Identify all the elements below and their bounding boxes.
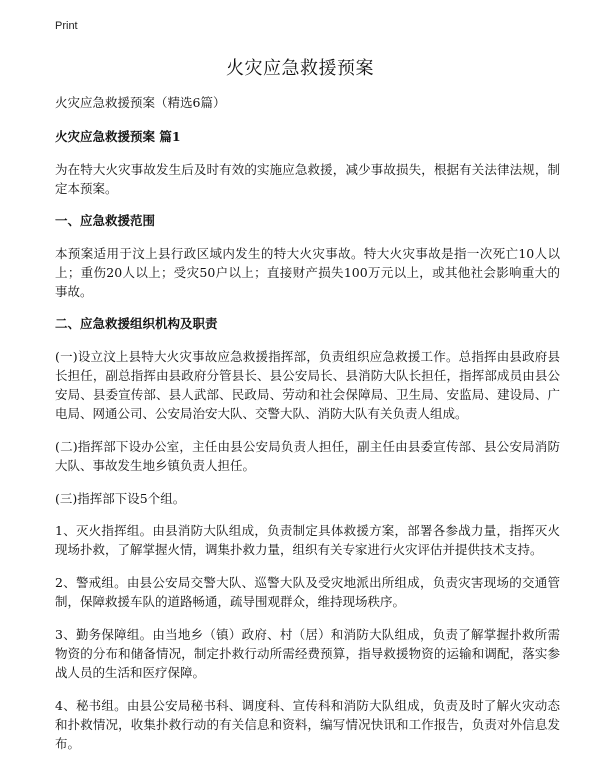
document-subtitle: 火灾应急救援预案（精选6篇） [55, 95, 226, 110]
paragraph-security-group: 2、警戒组。由县公安局交警大队、巡警大队及受灾地派出所组成，负责灾害现场的交通管制，保障救援车队的道路畅通，疏导围观群众，维持现场秩序。 [55, 575, 560, 609]
print-link[interactable]: Print [55, 20, 78, 32]
paragraph-firefighting-group: 1、灭火指挥组。由县消防大队组成，负责制定具体救援方案，部署各参战力量，指挥灭火现场扑救，了解掌握火情，调集扑救力量，组织有关专家进行火灾评估并提供技术支持。 [55, 523, 560, 557]
paragraph-groups: (三)指挥部下设5个组。 [55, 491, 186, 506]
section-heading-article-1: 火灾应急救援预案 篇1 [55, 129, 181, 144]
paragraph-purpose: 为在特大火灾事故发生后及时有效的实施应急救援，减少事故损失，根据有关法律法规，制定本预案。 [55, 162, 560, 196]
paragraph-logistics-group: 3、勤务保障组。由当地乡（镇）政府、村（居）和消防大队组成，负责了解掌握扑救所需物资的分布和储备情况，制定扑救行动所需经费预算，指导救援物资的运输和调配，落实参战人员的生活和医疗保障。 [55, 627, 560, 680]
paragraph-secretary-group: 4、秘书组。由县公安局秘书科、调度科、宣传科和消防大队组成，负责及时了解火灾动态和扑救情况，收集扑救行动的有关信息和资料，编写情况快讯和工作报告，负责对外信息发布。 [55, 698, 560, 751]
paragraph-office: (二)指挥部下设办公室，主任由县公安局负责人担任，副主任由县委宣传部、县公安局消防大队、事故发生地乡镇负责人担任。 [55, 439, 560, 473]
document-title: 火灾应急救援预案 [226, 58, 374, 79]
section-heading-organization: 二、应急救援组织机构及职责 [55, 316, 218, 331]
section-heading-scope: 一、应急救援范围 [55, 213, 156, 228]
paragraph-command-center: (一)设立汶上县特大火灾事故应急救援指挥部，负责组织应急救援工作。总指挥由县政府县长担任，副总指挥由县政府分管县长、县公安局长、县消防大队长担任，指挥部成员由县公安局、县委宣传部、县人武部、民政局、劳动和社会保障局、卫生局、安监局、建设局、广电局、网通公司、公安局治安大队、交警大队、消防大队有关负责人组成。 [55, 349, 560, 421]
paragraph-scope: 本预案适用于汶上县行政区域内发生的特大火灾事故。特大火灾事故是指一次死亡10人以上；重伤20人以上；受灾50户以上；直接财产损失100万元以上，或其他社会影响重大的事故。 [55, 246, 560, 299]
document-body [55, 94, 560, 767]
